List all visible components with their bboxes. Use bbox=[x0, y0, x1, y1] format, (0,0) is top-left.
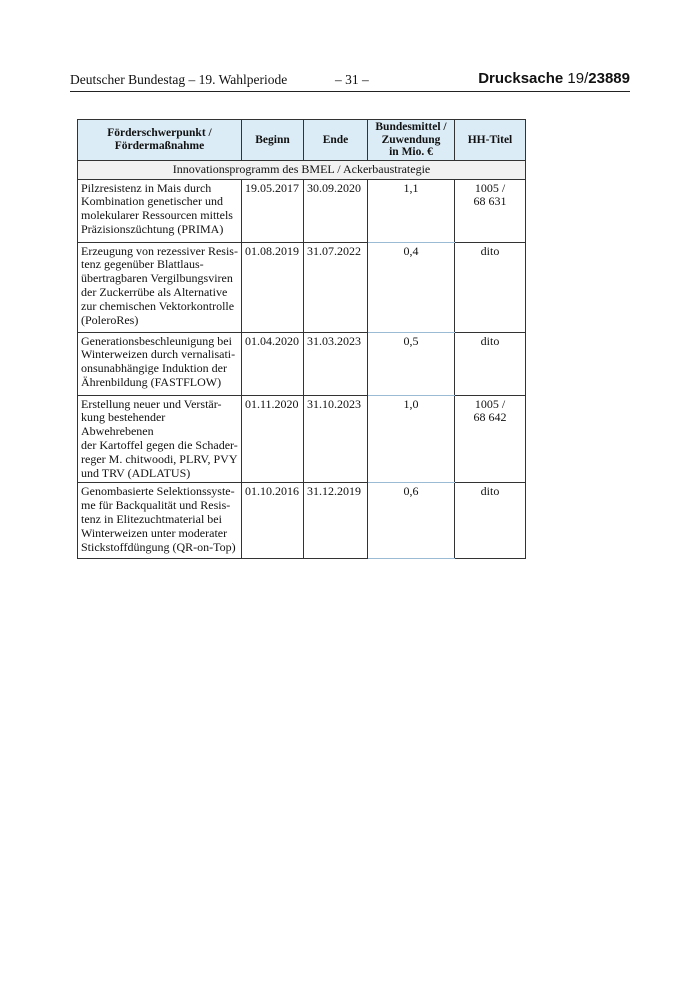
cell-budget-title bbox=[455, 242, 526, 332]
cell-begin: 01.11.2020 bbox=[242, 395, 304, 483]
table-row bbox=[78, 395, 526, 483]
header-rule bbox=[70, 91, 630, 92]
cell-budget-title bbox=[455, 395, 526, 483]
cell-budget-title bbox=[455, 179, 526, 242]
document-number bbox=[478, 70, 630, 87]
budget-title-line: dito bbox=[480, 243, 500, 258]
col-header-funds bbox=[368, 120, 455, 161]
cell-amount: 0,5 bbox=[368, 332, 455, 395]
measure-line: Erzeugung von rezessiver Resis- bbox=[81, 243, 238, 258]
cell-end: 31.03.2023 bbox=[304, 332, 368, 395]
cell-begin: 01.04.2020 bbox=[242, 332, 304, 395]
col-header-measure-line1: Förderschwerpunkt / bbox=[107, 127, 212, 140]
measure-line: Erstellung neuer und Verstär- bbox=[81, 396, 222, 411]
cell-amount: 1,0 bbox=[368, 395, 455, 483]
col-header-title: HH-Titel bbox=[455, 120, 526, 161]
cell-measure bbox=[78, 395, 242, 483]
cell-begin: 01.10.2016 bbox=[242, 483, 304, 559]
cell-measure bbox=[78, 179, 242, 242]
measure-line: Winterweizen unter moderater bbox=[81, 525, 228, 540]
budget-title-line: dito bbox=[480, 333, 500, 348]
measure-line: und TRV (ADLATUS) bbox=[81, 465, 191, 480]
measure-line: Ährenbildung (FASTFLOW) bbox=[81, 374, 222, 389]
measure-line: onsunabhängige Induktion der bbox=[81, 361, 227, 376]
measure-line: me für Backqualität und Resis- bbox=[81, 498, 231, 513]
measure-line: Winterweizen durch vernalisati- bbox=[81, 347, 236, 362]
measure-line: Kombination genetischer und bbox=[81, 194, 223, 209]
measure-line: tenz gegenüber Blattlaus- bbox=[81, 257, 204, 272]
table-row bbox=[78, 179, 526, 242]
cell-end: 31.10.2023 bbox=[304, 395, 368, 483]
header-parliament: Deutscher Bundestag – 19. Wahlperiode bbox=[70, 72, 288, 87]
measure-line: molekularer Ressourcen mittels bbox=[81, 208, 233, 223]
cell-amount: 1,1 bbox=[368, 179, 455, 242]
cell-budget-title bbox=[455, 483, 526, 559]
cell-measure bbox=[78, 332, 242, 395]
cell-measure bbox=[78, 242, 242, 332]
measure-line: (PoleroRes) bbox=[81, 312, 139, 327]
col-header-begin: Beginn bbox=[242, 120, 304, 161]
table-row bbox=[78, 483, 526, 559]
cell-begin: 01.08.2019 bbox=[242, 242, 304, 332]
cell-end: 31.12.2019 bbox=[304, 483, 368, 559]
measure-line: Stickstoffdüngung (QR-on-Top) bbox=[81, 539, 236, 554]
cell-amount: 0,6 bbox=[368, 483, 455, 559]
measure-line: reger M. chitwoodi, PLRV, PVY bbox=[81, 451, 238, 466]
col-header-measure bbox=[78, 120, 242, 161]
col-header-funds-line3: in Mio. € bbox=[389, 146, 433, 159]
cell-end: 31.07.2022 bbox=[304, 242, 368, 332]
budget-title-line: dito bbox=[480, 484, 500, 499]
table-row bbox=[78, 332, 526, 395]
budget-title-line: 68 631 bbox=[473, 194, 507, 209]
measure-line: übertragbaren Vergilbungsviren bbox=[81, 271, 233, 286]
cell-end: 30.09.2020 bbox=[304, 179, 368, 242]
measure-line: Pilzresistenz in Mais durch bbox=[81, 180, 212, 195]
measure-line: der Zuckerrübe als Alternative bbox=[81, 284, 228, 299]
table-row bbox=[78, 242, 526, 332]
document-number-prefix: Drucksache bbox=[478, 70, 564, 87]
budget-title-line: 1005 / bbox=[474, 180, 506, 195]
section-title: Innovationsprogramm des BMEL / Ackerbaustrategie bbox=[78, 160, 526, 179]
document-number-period: 19/ bbox=[567, 70, 589, 87]
measure-line: kung bestehender Abwehrebenen bbox=[81, 410, 166, 439]
page-number: – 31 – bbox=[335, 72, 369, 87]
measure-line: tenz in Elitezuchtmaterial bei bbox=[81, 511, 222, 526]
cell-measure bbox=[78, 483, 242, 559]
col-header-measure-line2: Fördermaßnahme bbox=[114, 139, 205, 152]
col-header-end: Ende bbox=[304, 120, 368, 161]
funding-table bbox=[77, 119, 526, 559]
table-header-row bbox=[78, 120, 526, 161]
cell-amount: 0,4 bbox=[368, 242, 455, 332]
budget-title-line: 68 642 bbox=[473, 410, 507, 425]
cell-budget-title bbox=[455, 332, 526, 395]
measure-line: Präzisionszüchtung (PRIMA) bbox=[81, 221, 224, 236]
measure-line: zur chemischen Vektorkontrolle bbox=[81, 298, 235, 313]
cell-begin: 19.05.2017 bbox=[242, 179, 304, 242]
measure-line: Genombasierte Selektionssyste- bbox=[81, 484, 235, 499]
page-header bbox=[70, 72, 630, 92]
document-number-id: 23889 bbox=[588, 70, 630, 87]
col-header-funds-line2: Zuwendung bbox=[381, 133, 441, 146]
measure-line: Generationsbeschleunigung bei bbox=[81, 333, 232, 348]
budget-title-line: 1005 / bbox=[474, 396, 506, 411]
measure-line: der Kartoffel gegen die Schader- bbox=[81, 437, 238, 452]
col-header-funds-line1: Bundesmittel / bbox=[375, 121, 447, 133]
section-row bbox=[78, 160, 526, 179]
